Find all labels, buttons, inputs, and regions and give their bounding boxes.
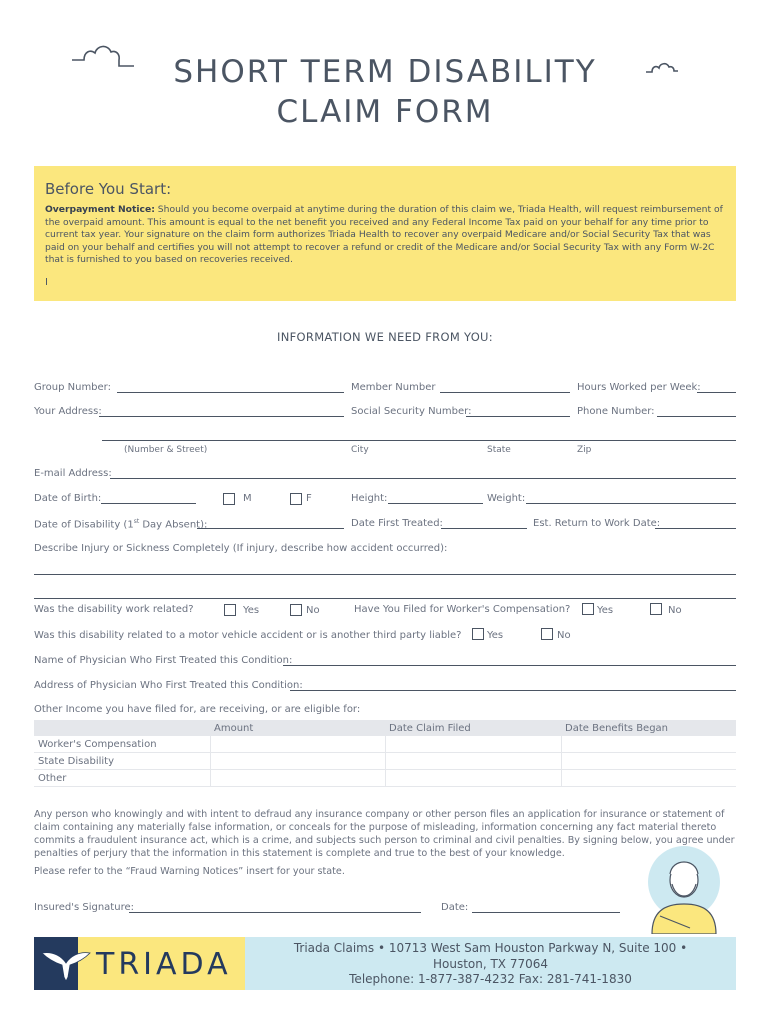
row-label: State Disability	[34, 753, 210, 770]
fraud-refer-text: Please refer to the “Fraud Warning Notices” insert for your state.	[34, 866, 345, 877]
male-label: M	[243, 493, 252, 504]
ssn-field[interactable]	[466, 416, 570, 417]
workers-comp-no-checkbox[interactable]	[650, 603, 662, 615]
male-checkbox[interactable]	[223, 493, 235, 505]
hours-worked-label: Hours Worked per Week:	[577, 382, 701, 393]
table-row	[34, 770, 736, 787]
female-label: F	[306, 493, 312, 504]
table-row	[34, 753, 736, 770]
logo-wordmark: TRIADA	[96, 947, 232, 982]
state-caption: State	[487, 445, 511, 455]
overpayment-label: Overpayment Notice:	[45, 204, 155, 215]
weight-label: Weight:	[487, 493, 526, 504]
dob-field[interactable]	[101, 503, 196, 504]
physician-address-label: Address of Physician Who First Treated this Condition:	[34, 680, 303, 691]
date-filed-cell[interactable]	[385, 736, 561, 753]
workers-comp-yes-label: Yes	[597, 605, 614, 616]
address-label: Your Address:	[34, 406, 102, 417]
table-header	[34, 720, 210, 736]
overpayment-notice-text	[45, 204, 729, 267]
height-field[interactable]	[388, 503, 483, 504]
date-began-cell[interactable]	[561, 753, 736, 770]
describe-injury-field-2[interactable]	[34, 598, 736, 599]
describe-injury-label: Describe Injury or Sickness Completely (If injury, describe how accident occurred):	[34, 543, 448, 554]
footer-phone-fax: Telephone: 1-877-387-4232 Fax: 281-741-1830	[349, 972, 632, 986]
form-title-line2: CLAIM FORM	[276, 94, 494, 130]
table-header-amount: Amount	[210, 720, 385, 736]
member-number-label: Member Number	[351, 382, 436, 393]
date-filed-cell[interactable]	[385, 753, 561, 770]
amount-cell[interactable]	[210, 753, 385, 770]
phone-field[interactable]	[657, 416, 736, 417]
date-of-disability-label: Date of Disability (1st Day Absent):	[34, 518, 208, 531]
email-field[interactable]	[110, 478, 736, 479]
signature-label: Insured's Signature:	[34, 902, 134, 913]
phone-label: Phone Number:	[577, 406, 655, 417]
work-related-yes-checkbox[interactable]	[224, 604, 236, 616]
fraud-notice	[34, 808, 736, 878]
bird-icon	[40, 945, 92, 983]
table-row	[34, 736, 736, 753]
physician-name-label: Name of Physician Who First Treated this Condition:	[34, 655, 293, 666]
group-number-label: Group Number:	[34, 382, 111, 393]
motor-vehicle-yes-label: Yes	[487, 630, 504, 641]
date-filed-cell[interactable]	[385, 770, 561, 787]
amount-cell[interactable]	[210, 770, 385, 787]
work-related-no-checkbox[interactable]	[290, 604, 302, 616]
row-label: Worker's Compensation	[34, 736, 210, 753]
motor-vehicle-no-label: No	[557, 630, 571, 641]
female-checkbox[interactable]	[290, 493, 302, 505]
workers-comp-no-label: No	[668, 605, 682, 616]
overpayment-body: Should you become overpaid at anytime during the duration of this claim we, Triada Health, will request reimbursement of the overpaid amount. This amount is equal to the net benefit you received and any Federal Income Tax paid on your behalf for any time prior to current tax year. Your signature on the claim form authorizes Triada Health to recover any overpaid Medicare and/or Social Security Tax that was paid on your behalf and certifies you will not attempt to recover a refund or credit of the Medicare and/or Social Security Tax with any Form W-2C that is furnished to you based on recoveries received.	[45, 204, 723, 266]
triada-logo	[34, 937, 245, 990]
hours-worked-field[interactable]	[697, 392, 736, 393]
ssn-label: Social Security Number:	[351, 406, 472, 417]
address-line-2-field[interactable]	[102, 440, 736, 441]
address-field[interactable]	[99, 416, 344, 417]
workers-comp-yes-checkbox[interactable]	[582, 603, 594, 615]
number-street-caption: (Number & Street)	[124, 445, 208, 455]
est-return-label: Est. Return to Work Date:	[533, 518, 661, 529]
height-label: Height:	[351, 493, 388, 504]
text-cursor: I	[45, 277, 48, 288]
city-caption: City	[351, 445, 369, 455]
date-of-disability-field[interactable]	[197, 528, 344, 529]
email-label: E-mail Address:	[34, 468, 112, 479]
zip-caption: Zip	[577, 445, 592, 455]
footer-address-line1: Triada Claims • 10713 West Sam Houston Parkway N, Suite 100 •	[293, 941, 688, 955]
work-related-label: Was the disability work related?	[34, 604, 194, 615]
work-related-no-label: No	[306, 605, 320, 616]
physician-address-field[interactable]	[290, 690, 736, 691]
work-related-yes-label: Yes	[243, 605, 260, 616]
date-first-treated-label: Date First Treated:	[351, 518, 443, 529]
motor-vehicle-yes-checkbox[interactable]	[472, 628, 484, 640]
describe-injury-field-1[interactable]	[34, 574, 736, 575]
weight-field[interactable]	[526, 503, 736, 504]
member-number-field[interactable]	[440, 392, 570, 393]
other-income-label: Other Income you have filed for, are receiving, or are eligible for:	[34, 704, 361, 715]
motor-vehicle-no-checkbox[interactable]	[541, 628, 553, 640]
table-header-row	[34, 720, 736, 736]
date-began-cell[interactable]	[561, 770, 736, 787]
footer-contact	[245, 937, 736, 990]
fraud-notice-text: Any person who knowingly and with intent to defraud any insurance company or other person files an application for insurance or statement of claim containing any materially false information, or conceals for the purpose of misleading, information concerning any fact material thereto commits a fraudulent insurance act, which is a crime, and subjects such person to criminal and civil penalties. By signing below, you agree under penalties of perjury that the information in this statement is complete and true to the best of your knowledge.	[34, 809, 735, 859]
signature-date-label: Date:	[441, 902, 469, 913]
est-return-field[interactable]	[655, 528, 736, 529]
table-header-date-filed: Date Claim Filed	[385, 720, 561, 736]
before-you-start-heading: Before You Start:	[45, 180, 172, 198]
footer-address-line2: Houston, TX 77064	[432, 956, 549, 971]
motor-vehicle-label: Was this disability related to a motor vehicle accident or is another third party liable?	[34, 630, 462, 641]
form-title-line1: SHORT TERM DISABILITY	[173, 54, 597, 90]
date-first-treated-field[interactable]	[441, 528, 527, 529]
physician-name-field[interactable]	[283, 665, 736, 666]
dob-label: Date of Birth:	[34, 493, 102, 504]
signature-field[interactable]	[129, 912, 421, 913]
workers-comp-filed-label: Have You Filed for Worker's Compensation?	[354, 604, 571, 615]
row-label: Other	[34, 770, 210, 787]
amount-cell[interactable]	[210, 736, 385, 753]
table-header-date-began: Date Benefits Began	[561, 720, 736, 736]
other-income-table	[34, 720, 736, 787]
date-began-cell[interactable]	[561, 736, 736, 753]
group-number-field[interactable]	[117, 392, 344, 393]
overpayment-notice-box	[34, 166, 736, 301]
signature-date-field[interactable]	[472, 912, 620, 913]
section-heading: INFORMATION WE NEED FROM YOU:	[277, 330, 493, 344]
person-illustration-icon	[640, 838, 720, 934]
